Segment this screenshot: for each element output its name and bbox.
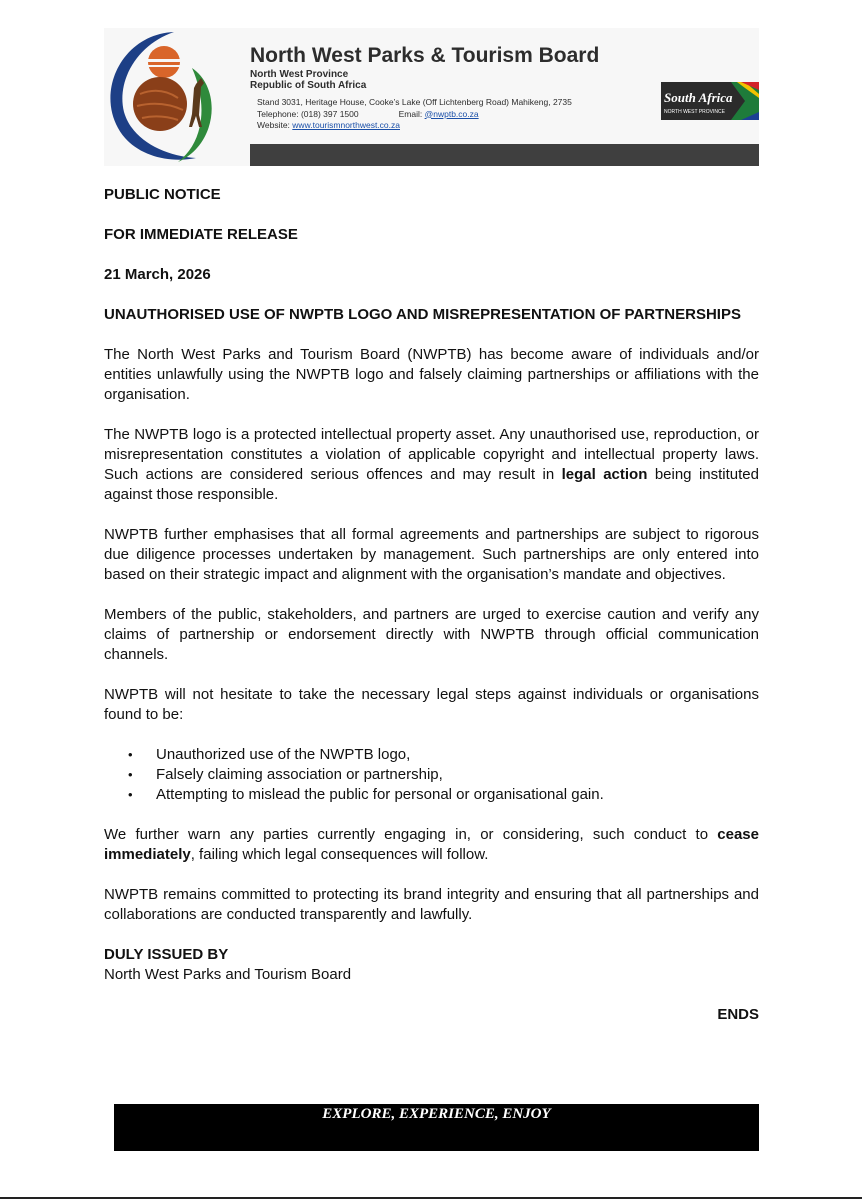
email-label: Email: [398, 108, 423, 119]
paragraph-2-text-b: being instituted against those responsible. [104, 466, 759, 503]
badge-subtitle: NORTH WEST PROVINCE [664, 109, 725, 115]
notice-title: UNAUTHORISED USE OF NWPTB LOGO AND MISREPRESENTATION OF PARTNERSHIPS [104, 306, 741, 323]
paragraph-4: Members of the public, stakeholders, and partners are urged to exercise caution and verify any claims of partnership or endorsement directly with NWPTB through official communication channels. [104, 606, 759, 663]
address: Stand 3031, Heritage House, Cooke’s Lake (Off Lichtenberg Road) Mahikeng, 2735 [257, 97, 572, 107]
cease-immediately-emphasis: cease immediately [104, 826, 759, 863]
ends-marker: ENDS [717, 1006, 759, 1023]
list-item: • Attempting to mislead the public for personal or organisational gain. [104, 785, 759, 805]
list-item: • Falsely claiming association or partnership, [104, 765, 759, 785]
paragraph-2-text-a: The NWPTB logo is a protected intellectual property asset. Any unauthorised use, reproduction, or misrepresentation constitutes a violation of applicable copyright and intellectual property laws. Such actions are considered serious offences and may result in [104, 426, 759, 483]
paragraph-2 [104, 425, 759, 505]
paragraph-6-text-b: , failing which legal consequences will follow. [190, 846, 489, 863]
issued-by-label: DULY ISSUED BY [104, 946, 229, 963]
notice-label: PUBLIC NOTICE [104, 186, 221, 203]
notice-date: 21 March, 2026 [104, 266, 211, 283]
notice-body [104, 185, 759, 1025]
org-location [250, 69, 366, 91]
letterhead [104, 28, 759, 166]
paragraph-5: NWPTB will not hesitate to take the necessary legal steps against individuals or organisations found to be: [104, 686, 759, 723]
country: Republic of South Africa [250, 80, 367, 91]
paragraph-6-text-a: We further warn any parties currently engaging in, or considering, such conduct to [104, 826, 718, 843]
org-name: North West Parks & Tourism Board [250, 44, 600, 67]
email-link[interactable]: @nwptb.co.za [424, 108, 479, 119]
header-bar [250, 144, 759, 166]
province: North West Province [250, 69, 349, 80]
paragraph-1: The North West Parks and Tourism Board (NWPTB) has become aware of individuals and/or entities unlawfully using the NWPTB logo and falsely claiming partnerships or affiliations with the organisation. [104, 346, 759, 403]
list-item: • Unauthorized use of the NWPTB logo, [104, 745, 759, 765]
paragraph-7: NWPTB remains committed to protecting its brand integrity and ensuring that all partnerships and collaborations are conducted transparently and lawfully. [104, 886, 759, 923]
website-label: Website: [257, 120, 290, 130]
issuer-name: North West Parks and Tourism Board [104, 966, 352, 983]
nwptb-logo-icon [104, 28, 219, 166]
paragraph-6 [104, 825, 759, 865]
paragraph-3: NWPTB further emphasises that all formal agreements and partnerships are subject to rigorous due diligence processes undertaken by management. Such partnerships are only entered into based on their strategic impact and alignment with the organisation’s mandate and objectives. [104, 526, 759, 583]
south-africa-brand-badge [661, 82, 759, 120]
contact-block [257, 97, 572, 132]
website-link[interactable]: www.tourismnorthwest.co.za [292, 120, 400, 130]
offence-list [104, 745, 759, 805]
legal-action-emphasis: legal action [561, 466, 648, 483]
badge-title: South Africa [664, 90, 733, 105]
footer-bar [114, 1104, 759, 1151]
phone-email-line [257, 109, 572, 121]
footer-slogan: EXPLORE, EXPERIENCE, ENJOY [322, 1106, 551, 1122]
website-line [257, 120, 572, 132]
telephone: Telephone: (018) 397 1500 [257, 108, 359, 119]
release-label: FOR IMMEDIATE RELEASE [104, 226, 298, 243]
